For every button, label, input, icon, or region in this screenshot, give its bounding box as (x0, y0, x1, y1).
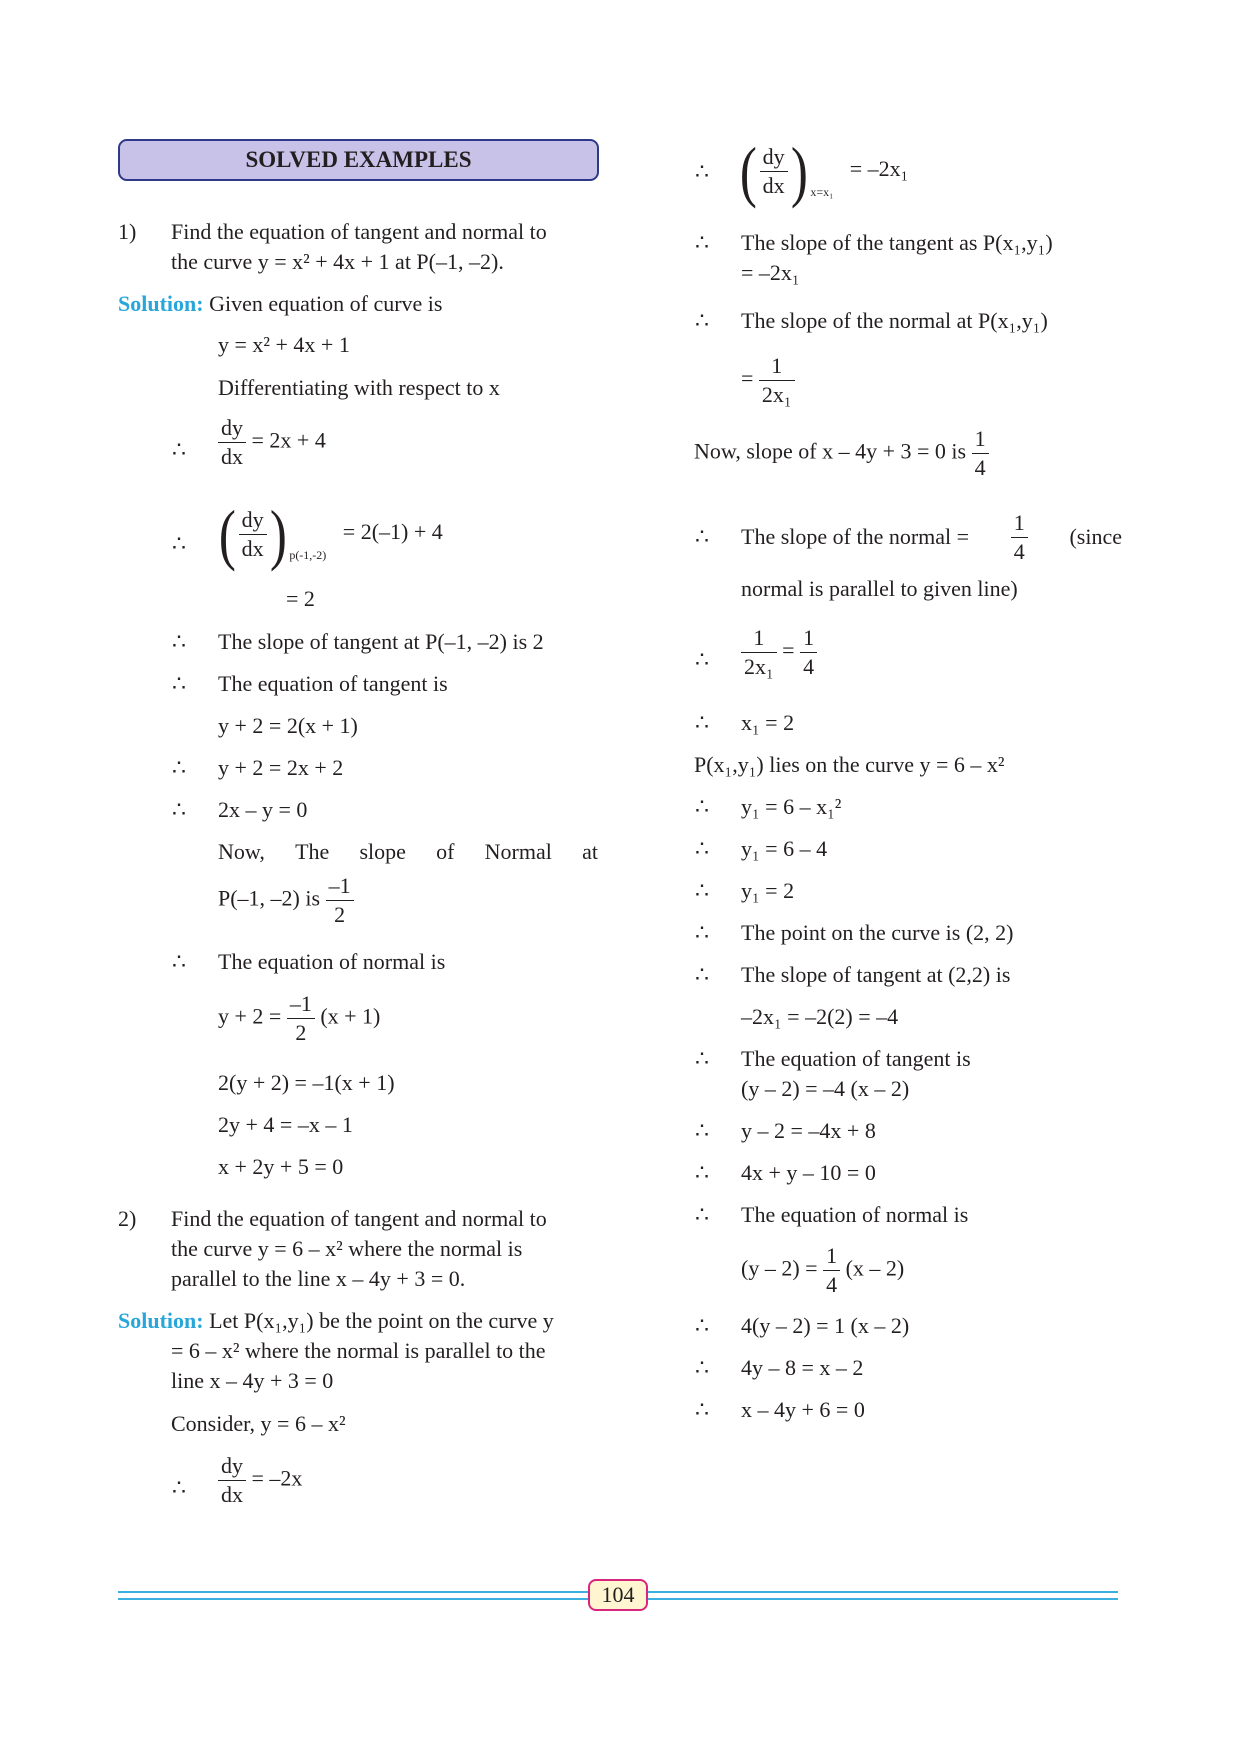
therefore-symbol: ∴ (695, 1202, 709, 1227)
equation: y + 2 = 2x + 2 (218, 755, 344, 780)
equation: 4x + y – 10 = 0 (741, 1160, 876, 1185)
equation: 2(y + 2) = –1(x + 1) (218, 1070, 395, 1095)
solution-text: Given equation of curve is (209, 291, 443, 316)
statement: normal is parallel to given line) (741, 576, 1018, 601)
therefore-symbol: ∴ (695, 710, 709, 735)
therefore-symbol: ∴ (172, 437, 186, 462)
page-number: 104 (588, 1579, 648, 1611)
equation: y₁ = 6 – x₁² (741, 794, 842, 819)
equation-rhs: = 2(–1) + 4 (342, 519, 443, 545)
word: Now, (218, 839, 265, 864)
frac-den: 4 (826, 1272, 838, 1297)
frac-num: dy (218, 414, 246, 443)
equation: x + 2y + 5 = 0 (218, 1154, 344, 1179)
statement: The equation of tangent is (218, 671, 448, 696)
frac-num: 1 (741, 624, 777, 653)
ratio-equation (741, 624, 817, 681)
therefore-symbol: ∴ (695, 1355, 709, 1380)
frac-den: 4 (803, 654, 815, 679)
text: = (741, 365, 754, 391)
statement: The slope of the normal at P(x₁,y₁) (741, 308, 1048, 333)
therefore-symbol: ∴ (172, 949, 186, 974)
solution-label: Solution: (118, 291, 204, 316)
frac-den: dx (762, 172, 785, 198)
statement: Consider, y = 6 – x² (171, 1411, 346, 1436)
frac-num: dy (239, 506, 267, 535)
frac-num: dy (218, 1452, 246, 1481)
frac-den: 2 (334, 902, 346, 927)
therefore-symbol: ∴ (695, 1313, 709, 1338)
page-footer (118, 1580, 1118, 1610)
equation-rhs: = –2x₁ (849, 156, 909, 182)
therefore-symbol: ∴ (172, 797, 186, 822)
normal-equation (741, 1242, 904, 1299)
equation: y + 2 = 2(x + 1) (218, 713, 358, 738)
statement: The equation of normal is (218, 949, 446, 974)
therefore-symbol: ∴ (172, 629, 186, 654)
therefore-symbol: ∴ (172, 531, 186, 556)
frac-num: 1 (972, 425, 989, 454)
slope-of-line (694, 425, 989, 482)
statement: The slope of tangent at (2,2) is (741, 962, 1011, 987)
word: at (582, 839, 598, 864)
word: of (436, 839, 455, 864)
frac-den: 4 (1013, 538, 1025, 564)
text: P(–1, –2) is (218, 885, 321, 911)
frac-num: 1 (759, 352, 795, 381)
solution-line (118, 1307, 554, 1335)
word: Normal (484, 839, 552, 864)
therefore-symbol: ∴ (172, 671, 186, 696)
therefore-symbol: ∴ (695, 1046, 709, 1071)
derivative-evaluation: ( $\frac{dy}{dx}$ ) $_{p(-1,-2)}$ = 2(–1) + 4 (218, 496, 443, 572)
equation: = –2x₁ (741, 260, 800, 285)
frac-num: –1 (326, 872, 354, 901)
therefore-symbol: ∴ (695, 159, 709, 184)
frac-den: 4 (974, 455, 986, 480)
word: slope (359, 839, 406, 864)
equation: x₁ = 2 (741, 710, 795, 735)
text: = (782, 637, 795, 663)
justified-line (218, 838, 598, 866)
text: (x + 1) (320, 1003, 381, 1029)
equation: 4(y – 2) = 1 (x – 2) (741, 1313, 910, 1338)
text: y + 2 = (218, 1003, 282, 1029)
therefore-symbol: ∴ (172, 1475, 186, 1500)
normal-equation (218, 990, 380, 1047)
solution-text: = 6 – x² where the normal is parallel to the (171, 1338, 546, 1363)
equation: (y – 2) = –4 (x – 2) (741, 1076, 910, 1101)
text: (x – 2) (845, 1255, 905, 1281)
normal-slope-line (218, 872, 354, 929)
therefore-symbol: ∴ (695, 962, 709, 987)
therefore-symbol: ∴ (695, 794, 709, 819)
text: Now, slope of x – 4y + 3 = 0 is (694, 438, 967, 464)
therefore-symbol: ∴ (695, 1118, 709, 1143)
frac-num: 1 (823, 1242, 840, 1271)
equation: y = x² + 4x + 1 (218, 332, 350, 357)
equation: x – 4y + 6 = 0 (741, 1397, 865, 1422)
word: The (295, 839, 330, 864)
therefore-symbol: ∴ (695, 230, 709, 255)
question-line: Find the equation of tangent and normal to (171, 219, 547, 244)
frac-den: dx (241, 535, 264, 561)
therefore-symbol: ∴ (695, 920, 709, 945)
therefore-symbol: ∴ (695, 1397, 709, 1422)
equation: = 2 (286, 586, 315, 611)
solution-line (118, 290, 442, 318)
frac-den: dx (221, 444, 243, 469)
text: (y – 2) = (741, 1255, 818, 1281)
section-title: SOLVED EXAMPLES (245, 147, 472, 172)
frac-num: dy (760, 143, 788, 172)
frac-den: 2x₁ (761, 382, 792, 407)
therefore-symbol: ∴ (695, 308, 709, 333)
solution-label: Solution: (118, 1308, 204, 1333)
example-number: 1) (118, 219, 137, 244)
equation: y – 2 = –4x + 8 (741, 1118, 876, 1143)
normal-slope-statement (741, 502, 1122, 572)
therefore-symbol: ∴ (695, 1160, 709, 1185)
equation: –2x₁ = –2(2) = –4 (741, 1004, 899, 1029)
equation: 4y – 8 = x – 2 (741, 1355, 864, 1380)
statement: The slope of the tangent as P(x₁,y₁) (741, 230, 1053, 255)
equation: y₁ = 2 (741, 878, 795, 903)
text: (since (1069, 524, 1122, 549)
question-line: parallel to the line x – 4y + 3 = 0. (171, 1266, 466, 1291)
statement: The point on the curve is (2, 2) (741, 920, 1014, 945)
section-header (118, 139, 599, 181)
therefore-symbol: ∴ (695, 836, 709, 861)
frac-den: 2x₁ (744, 654, 774, 679)
equation: y₁ = 6 – 4 (741, 836, 828, 861)
instruction-text: Differentiating with respect to x (218, 375, 500, 400)
question-line: Find the equation of tangent and normal to (171, 1206, 547, 1231)
frac-den: dx (221, 1482, 243, 1507)
evaluation-subscript: x=x₁ (810, 185, 834, 200)
therefore-symbol: ∴ (172, 755, 186, 780)
solution-text: Let P(x₁,y₁) be the point on the curve y (209, 1308, 554, 1333)
equation: 2x – y = 0 (218, 797, 308, 822)
question-line: the curve y = 6 – x² where the normal is (171, 1236, 523, 1261)
question-line: the curve y = x² + 4x + 1 at P(–1, –2). (171, 249, 504, 274)
therefore-symbol: ∴ (695, 647, 709, 672)
frac-num: 1 (800, 624, 817, 653)
equation-rhs: = –2x (251, 1465, 303, 1491)
text: The slope of the normal = (741, 524, 970, 549)
equation: 2y + 4 = –x – 1 (218, 1112, 353, 1137)
slope-normal-fraction (741, 352, 795, 409)
equation-rhs: = 2x + 4 (251, 427, 326, 453)
derivative-equation (218, 414, 326, 471)
frac-den: 2 (295, 1020, 307, 1045)
example-number: 2) (118, 1206, 137, 1231)
statement: The equation of tangent is (741, 1046, 971, 1071)
frac-num: 1 (1011, 509, 1028, 538)
therefore-symbol: ∴ (695, 524, 709, 549)
therefore-symbol: ∴ (695, 878, 709, 903)
statement: P(x₁,y₁) lies on the curve y = 6 – x² (694, 752, 1005, 777)
solution-text: line x – 4y + 3 = 0 (171, 1368, 334, 1393)
statement: The equation of normal is (741, 1202, 969, 1227)
statement: The slope of tangent at P(–1, –2) is 2 (218, 629, 544, 654)
derivative-evaluation: ( $\frac{dy}{dx}$ ) $_{x=x_1}$ = –2x₁ (739, 133, 909, 209)
derivative-equation (218, 1452, 302, 1509)
evaluation-subscript: p(-1,-2) (289, 548, 327, 563)
frac-num: –1 (287, 990, 315, 1019)
